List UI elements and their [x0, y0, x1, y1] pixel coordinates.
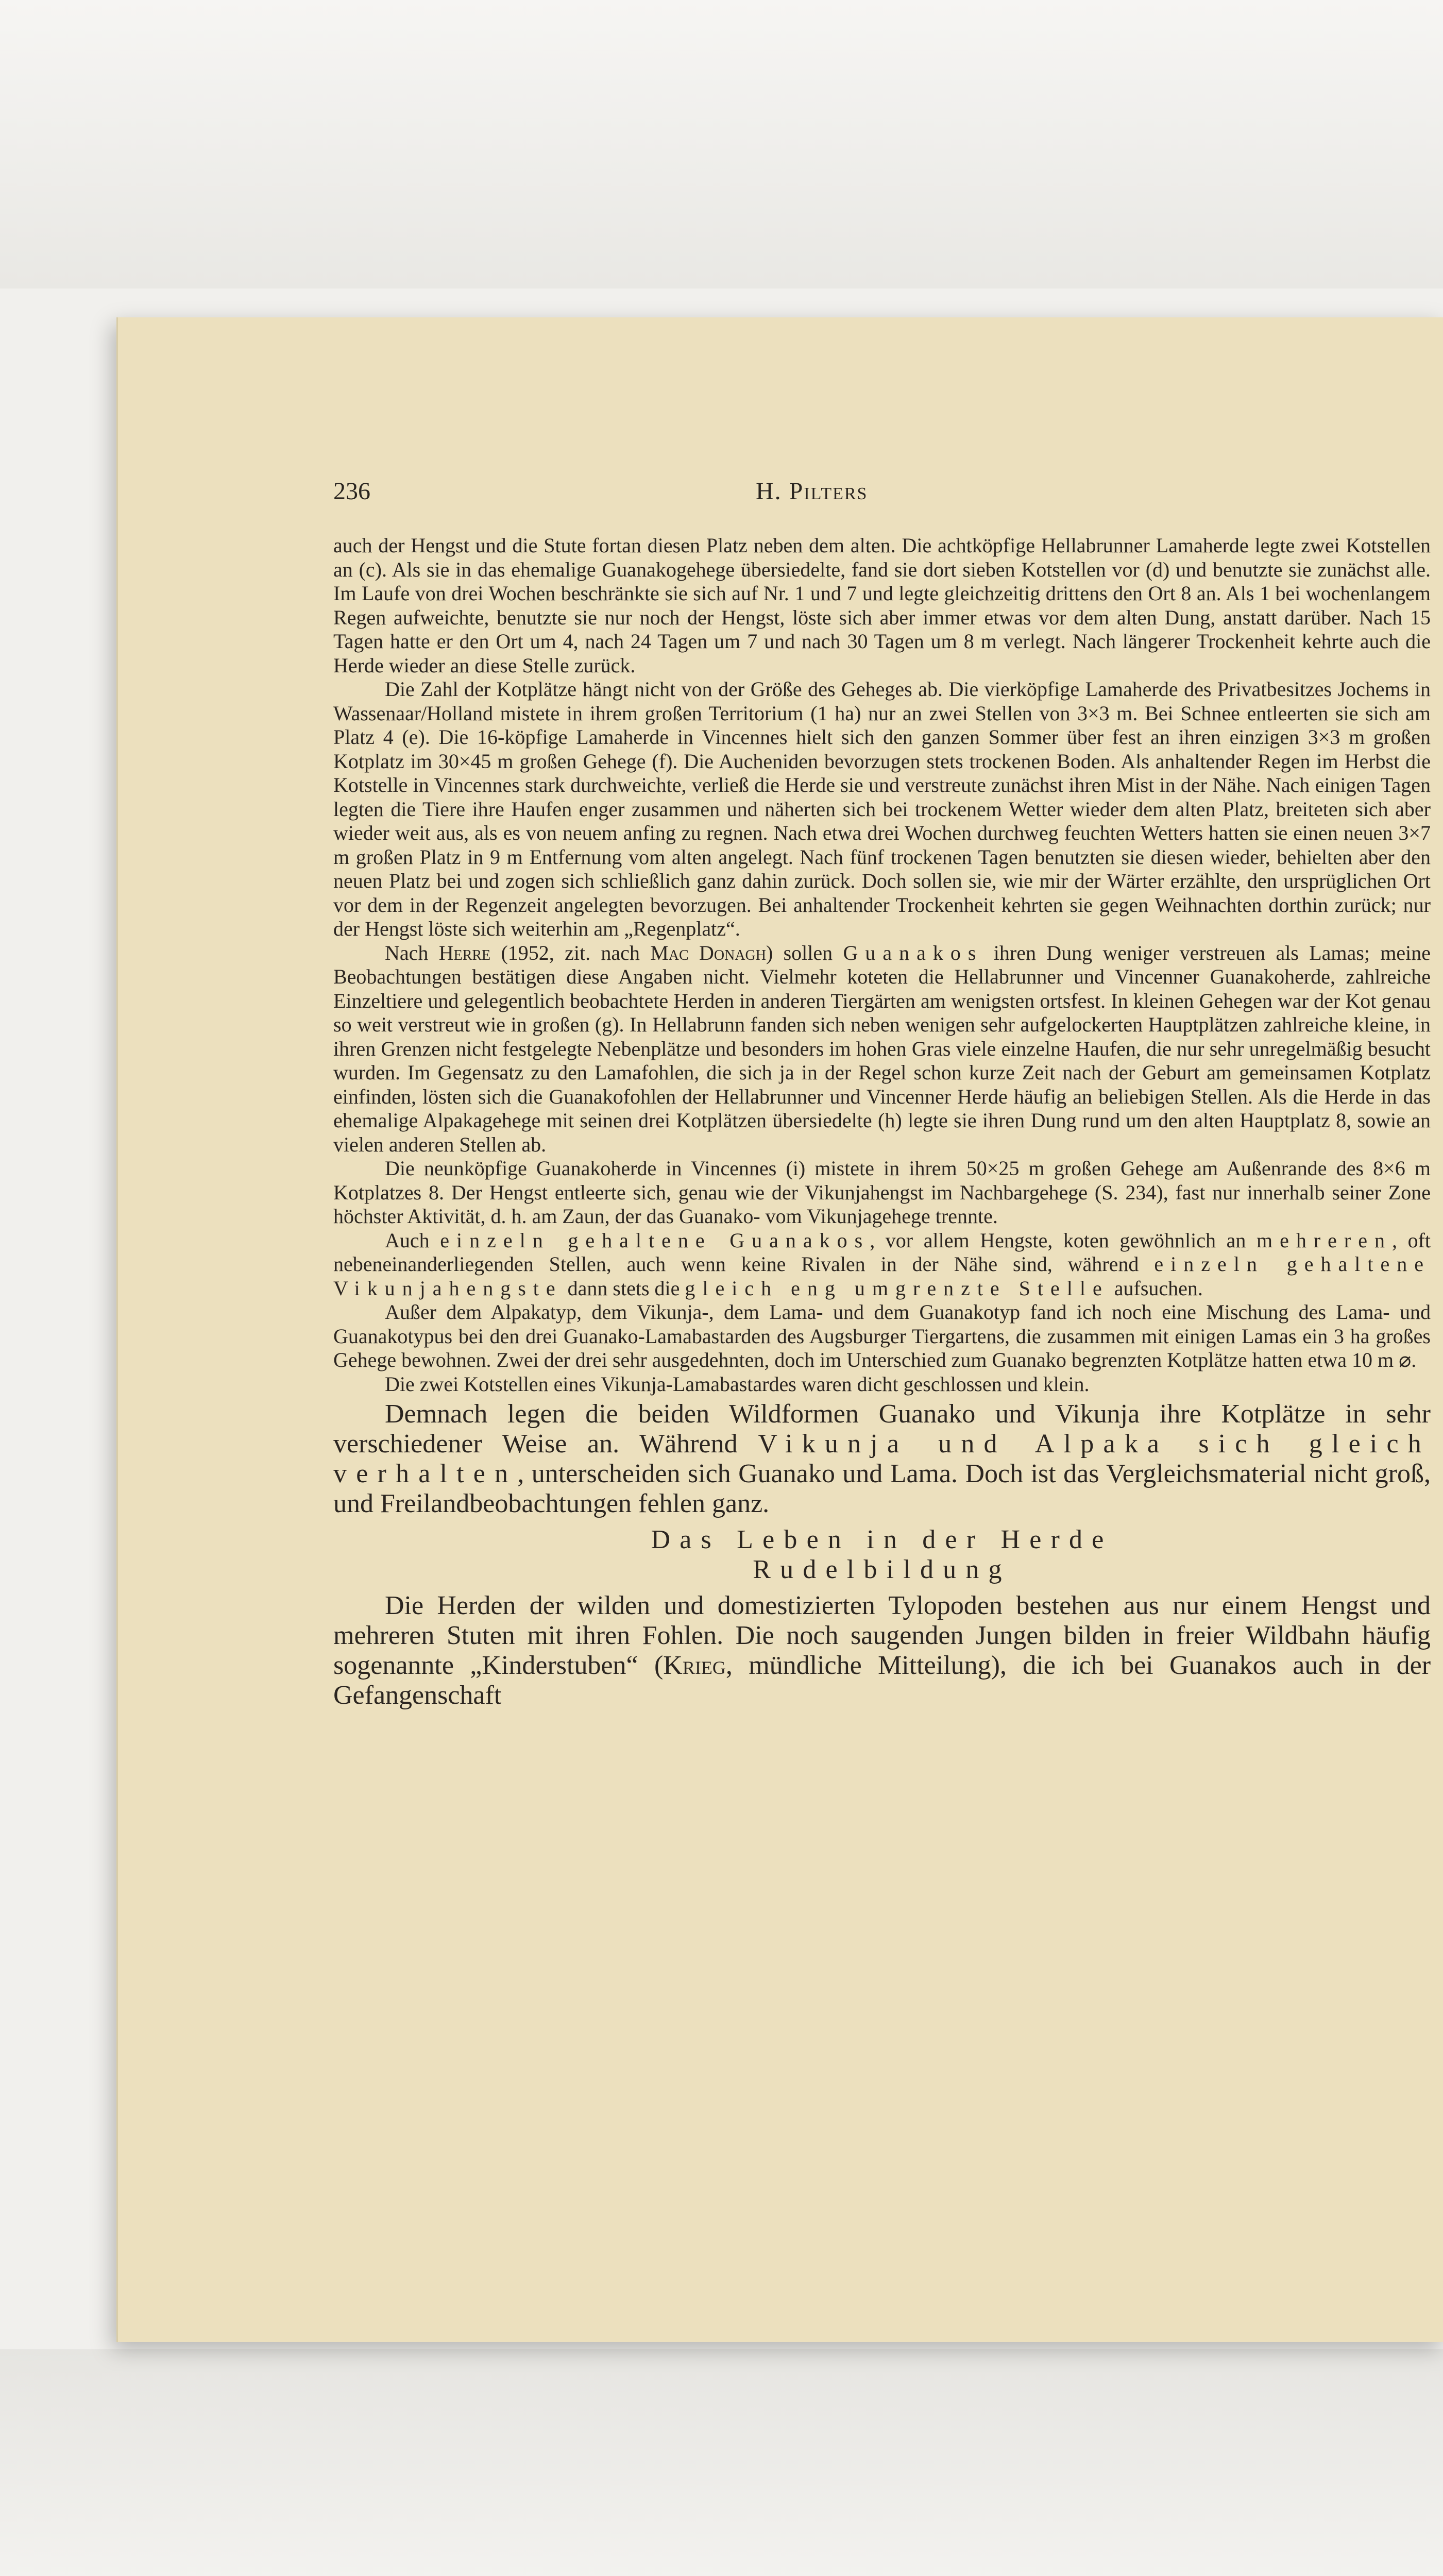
emphasis: Vikunja und Alpaka sich gleich verhalten — [333, 1429, 1431, 1488]
book-page — [116, 317, 1443, 2342]
paragraph: Außer dem Alpakatyp, dem Vikunja-, dem Lama- und dem Guanakotyp fand ich noch eine Mischung des Lama- und Guanakotypus bei den drei Guanako-Lamabastarden des Augsburger Tiergartens, die zusammen mit einigen Lamas ein 3 ha großes Gehege bewohnen. Zwei der drei sehr ausgedehnten, doch im Unterschied zum Guanako begrenzten Kotplätze hatten etwa 10 m ⌀. — [333, 1300, 1431, 1371]
author-name: Mac Donagh — [650, 941, 766, 964]
paragraph: Nach Herre (1952, zit. nach Mac Donagh) sollen Guanakos ihren Dung weniger verstreuen als Lamas; meine Beobachtungen bestätigen diese Angaben nicht. Vielmehr koteten die Hellabrunner und Vincenner Guanakoherde, zahlreiche Einzeltiere und gelegentlich beobachtete Herden in anderen Tiergärten am wenigsten ortsfest. In kleinen Gehegen war der Kot genau so weit verstreut wie in großen (g). In Hellabrunn fanden sich neben wenigen sehr aufgelockerten Hauptplätzen zahlreiche kleine, in ihren Grenzen nicht festgelegte Nebenplätze und besonders im hohen Gras viele einzelne Haufen, die nur sehr unregelmäßig besucht wurden. Im Gegensatz zu den Lamafohlen, die sich ja in der Regel schon kurze Zeit nach der Geburt am gemeinsamen Kotplatz einfinden, lösten sich die Guanakofohlen der Hellabrunner und Vincenner Herde häufig an beliebigen Stellen. Als die Herde in das ehemalige Alpakagehege mit seinen drei Kotplätzen übersiedelte (h) legte sie ihren Dung rund um den alten Hauptplatz 8, sowie an vielen anderen Stellen ab. — [333, 941, 1431, 1156]
paragraph-summary: Demnach legen die beiden Wildformen Guanako und Vikunja ihre Kotplätze in sehr verschiedener Weise an. Während Vikunja und Alpaka sich gleich verhalten, unterscheiden sich Guanako und Lama. Doch ist das Vergleichsmaterial nicht groß, und Freilandbeobachtungen fehlen ganz. — [333, 1399, 1431, 1518]
body-text — [333, 534, 1431, 1710]
backdrop-top — [0, 0, 1443, 289]
paragraph: Die zwei Kotstellen eines Vikunja-Lamabastardes waren dicht geschlossen und klein. — [385, 1372, 1090, 1396]
page-header — [333, 477, 1431, 513]
paragraph: Die Zahl der Kotplätze hängt nicht von der Größe des Geheges ab. Die vierköpfige Lamaherde des Privatbesitzes Jochems in Wassenaar/Holland mistete in ihrem großen Territorium (1 ha) nur an zwei Stellen von 3×3 m. Bei Schnee entleerten sie sich am Platz 4 (e). Die 16-köpfige Lamaherde in Vincennes hielt sich den ganzen Sommer über fest an ihren einzigen 3×3 m großen Kotplatz im 30×45 m großen Gehege (f). Die Aucheniden bevorzugen stets trockenen Boden. Als anhaltender Regen im Herbst die Kotstelle in Vincennes stark durchweichte, verließ die Herde sie und verstreute zunächst ihren Mist in der Nähe. Nach einigen Tagen legten die Tiere ihre Haufen enger zusammen und näherten sich bei trockenem Wetter wieder dem alten Platz, breiteten sich aber wieder weit aus, als es von neuem anfing zu regnen. Nach etwa drei Wochen durchweg feuchten Wetters hatten sie einen neuen 3×7 m großen Platz in 9 m Entfernung vom alten angelegt. Nach fünf trockenen Tagen benutzten sie diesen wieder, behielten aber den neuen Platz bei und zogen sich schließlich ganz dahin zurück. Doch sollen sie, wie mir der Wärter erzählte, den ursprüglichen Ort vor dem in der Regenzeit angelegten bevorzugen. Bei anhaltender Trockenheit kehrten sie gegen Weihnachten dorthin zurück; nur der Hengst löste sich weiterhin am „Regenplatz“. — [333, 677, 1431, 940]
page-number: 236 — [333, 478, 370, 505]
emphasis: Guanakos — [843, 941, 983, 964]
author-name: Krieg — [663, 1651, 726, 1680]
emphasis: mehreren — [1256, 1228, 1392, 1252]
emphasis: einzeln gehaltene Vikunjahengste — [333, 1252, 1431, 1300]
paragraph: Die Herden der wilden und domestizierten Tylopoden bestehen aus nur einem Hengst und mehreren Stuten mit ihren Fohlen. Die noch saugenden Jungen bilden in freier Wildbahn häufig sogenannte „Kinderstuben“ (Krieg, mündliche Mitteilung), die ich bei Guanakos auch in der Gefangenschaft — [333, 1591, 1431, 1710]
subsection-heading: Rudelbildung — [753, 1555, 1011, 1584]
emphasis: gleich eng umgrenzte Stelle — [685, 1276, 1109, 1300]
paragraph: Die neunköpfige Guanakoherde in Vincennes (i) mistete in ihrem 50×25 m großen Gehege am Außenrande des 8×6 m Kotplatzes 8. Der Hengst entleerte sich, genau wie der Vikunjahengst im Nachbargehege (S. 234), fast nur innerhalb seiner Zone höchster Aktivität, d. h. am Zaun, der das Guanako- vom Vikunjagehege trennte. — [333, 1157, 1431, 1228]
running-head: H. Pilters — [756, 478, 868, 505]
paragraph: auch der Hengst und die Stute fortan diesen Platz neben dem alten. Die achtköpfige Hellabrunner Lamaherde legte zwei Kotstellen an (c). Als sie in das ehemalige Guanakogehege übersiedelte, fand sie dort sieben Kotstellen vor (d) und benutzte sie zunächst alle. Im Laufe von drei Wochen beschränkte sie sich auf Nr. 1 und 7 und legte gleichzeitig drittens den Ort 8 an. Als 1 bei wochenlangem Regen aufweichte, benutzte sie nur noch der Hengst, löste sich aber immer etwas vor dem alten Dung, anstatt darüber. Nach 15 Tagen hatte er den Ort um 4, nach 24 Tagen um 7 und nach 30 Tagen um 8 m verlegt. Nach längerer Trockenheit kehrte auch die Herde wieder an diese Stelle zurück. — [333, 534, 1431, 677]
paragraph: Auch einzeln gehaltene Guanakos, vor allem Hengste, koten gewöhnlich an mehreren, oft nebeneinanderliegenden Stellen, auch wenn keine Rivalen in der Nähe sind, während einzeln gehaltene Vikunjahengste dann stets die gleich eng umgrenzte Stelle aufsuchen. — [333, 1228, 1431, 1300]
emphasis: einzeln gehaltene Guanakos — [440, 1228, 870, 1252]
section-heading: Das Leben in der Herde — [651, 1525, 1113, 1554]
author-name: Herre — [438, 941, 491, 964]
backdrop-bottom — [0, 2349, 1443, 2576]
